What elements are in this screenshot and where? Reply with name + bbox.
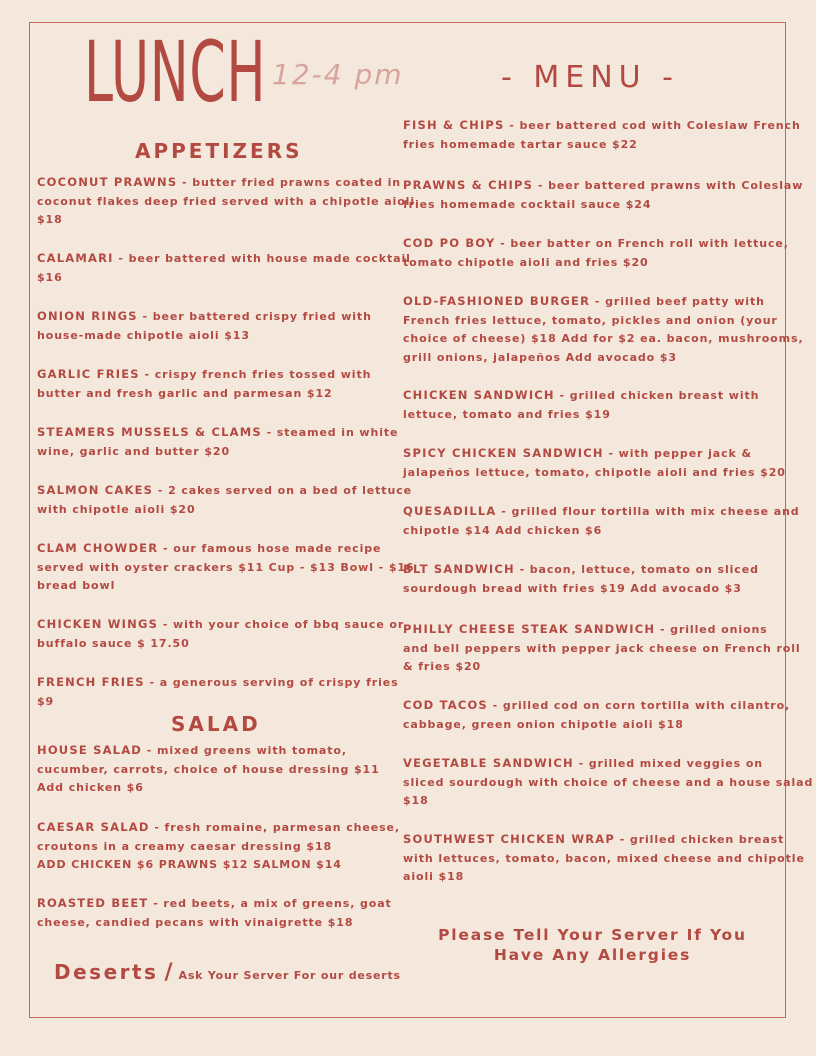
menu-item-description: - grilled cod on corn tortilla with cilantro, xyxy=(492,699,791,712)
menu-item xyxy=(37,741,380,798)
menu-item xyxy=(37,673,399,711)
menu-item-description: - grilled chicken breast with xyxy=(559,389,760,402)
menu-item xyxy=(37,249,411,287)
menu-item-description-line: bread bowl xyxy=(37,579,116,592)
menu-item-description-line: $18 xyxy=(37,213,63,226)
menu-item xyxy=(37,818,400,875)
menu-item-description: - mixed greens with tomato, xyxy=(146,744,347,757)
menu-item-first-line xyxy=(37,818,400,838)
menu-item-description-line: ADD CHICKEN $6 PRAWNS $12 SALMON $14 xyxy=(37,858,342,871)
menu-item xyxy=(403,234,789,272)
menu-item-description: - grilled onions xyxy=(659,623,768,636)
menu-item-first-line xyxy=(403,830,805,850)
menu-item-name: CHICKEN WINGS xyxy=(37,617,159,631)
menu-item-description: - beer battered cod with Coleslaw French xyxy=(509,119,801,132)
menu-item-description-line: jalapeños lettuce, tomato, chipotle aioli and fries $20 xyxy=(403,465,786,479)
menu-item xyxy=(403,830,805,887)
menu-item-first-line xyxy=(403,620,801,640)
menu-item xyxy=(403,292,804,367)
menu-item-description-line: with chipotle aioli $20 xyxy=(37,502,196,516)
menu-item-description-line: choice of cheese) $18 Add for $2 ea. bacon, mushrooms, xyxy=(403,332,804,345)
menu-item-first-line xyxy=(403,234,789,254)
menu-item-first-line xyxy=(403,754,813,774)
menu-item-description: - our famous hose made recipe xyxy=(163,542,382,555)
menu-item-description: - red beets, a mix of greens, goat xyxy=(153,897,392,910)
menu-item-name: QUESADILLA xyxy=(403,504,497,518)
lunch-hours: 12-4 pm xyxy=(272,58,404,91)
menu-item-name: CAESAR SALAD xyxy=(37,820,150,834)
menu-item-description-line: sliced sourdough with choice of cheese and a house salad xyxy=(403,775,814,789)
menu-item xyxy=(37,365,371,403)
menu-item-first-line xyxy=(403,696,790,716)
menu-item-first-line xyxy=(403,292,804,312)
menu-item xyxy=(403,560,759,598)
lunch-title: LUNCH xyxy=(84,23,267,121)
menu-item-description: - fresh romaine, parmesan cheese, xyxy=(154,821,400,834)
menu-item-description: - butter fried prawns coated in xyxy=(182,176,402,189)
deserts-label: Deserts xyxy=(54,960,159,984)
menu-item-description: - grilled chicken breast xyxy=(619,833,785,846)
menu-item-name: COCONUT PRAWNS xyxy=(37,175,178,189)
menu-item-description: - crispy french fries tossed with xyxy=(144,368,372,381)
menu-item xyxy=(403,754,813,811)
menu-item-description-line: aioli $18 xyxy=(403,870,465,883)
menu-item-first-line xyxy=(403,116,801,136)
menu-item-description-line: coconut flakes deep fried served with a chipotle aioli xyxy=(37,194,416,208)
menu-item xyxy=(37,615,404,653)
menu-item-first-line xyxy=(37,615,404,635)
menu-item-name: CHICKEN SANDWICH xyxy=(403,388,555,402)
menu-item-first-line xyxy=(37,481,412,501)
menu-item-first-line xyxy=(37,741,380,761)
menu-item-first-line xyxy=(37,307,372,327)
salad-heading: SALAD xyxy=(171,712,261,736)
menu-item xyxy=(37,423,398,461)
menu-item xyxy=(37,173,415,230)
menu-item-description: - grilled beef patty with xyxy=(594,295,765,308)
menu-item-description-line: buffalo sauce $ 17.50 xyxy=(37,636,190,650)
menu-item-first-line xyxy=(37,894,392,914)
menu-item-description-line: Add chicken $6 xyxy=(37,781,144,794)
menu-item-name: FRENCH FRIES xyxy=(37,675,145,689)
menu-item-name: COD PO BOY xyxy=(403,236,496,250)
menu-item-name: SOUTHWEST CHICKEN WRAP xyxy=(403,832,615,846)
menu-item-description-line: grill onions, jalapeños Add avocado $3 xyxy=(403,350,677,364)
menu-item-description-line: $16 xyxy=(37,270,63,284)
menu-item-description: - grilled mixed veggies on xyxy=(578,757,764,770)
allergy-line-1: Please Tell Your Server If You xyxy=(438,926,747,944)
deserts-line xyxy=(54,960,401,985)
menu-item-name: HOUSE SALAD xyxy=(37,743,143,757)
deserts-note: Ask Your Server For our deserts xyxy=(178,969,401,982)
menu-item-description-line: with lettuces, tomato, bacon, mixed cheese and chipotle xyxy=(403,851,805,865)
menu-item-name: CALAMARI xyxy=(37,251,114,265)
deserts-slash: / xyxy=(164,960,173,985)
menu-item-description-line: cabbage, green onion chipotle aioli $18 xyxy=(403,717,684,731)
menu-item-description-line: cucumber, carrots, choice of house dressing $11 xyxy=(37,762,380,776)
menu-item-description-line: tomato chipotle aioli and fries $20 xyxy=(403,255,649,269)
menu-item-description: - beer battered with house made cocktail xyxy=(118,252,411,265)
menu-item xyxy=(37,539,414,596)
menu-item-description-line: cheese, candied pecans with vinaigrette $18 xyxy=(37,915,354,929)
menu-item-description-line: croutons in a creamy caesar dressing $18 xyxy=(37,839,333,853)
menu-item-first-line xyxy=(403,444,786,464)
menu-item-description: - grilled flour tortilla with mix cheese and xyxy=(501,505,800,518)
menu-item xyxy=(403,386,759,424)
menu-item-first-line xyxy=(37,539,414,559)
appetizers-heading: APPETIZERS xyxy=(135,139,303,163)
menu-item xyxy=(37,894,392,932)
menu-item-first-line xyxy=(403,386,759,406)
menu-item xyxy=(403,116,801,154)
menu-item-description-line: wine, garlic and butter $20 xyxy=(37,444,231,458)
menu-item-description-line: lettuce, tomato and fries $19 xyxy=(403,407,611,421)
menu-item-name: OLD-FASHIONED BURGER xyxy=(403,294,591,308)
allergy-line-2: Have Any Allergies xyxy=(493,946,692,964)
menu-item xyxy=(403,176,803,214)
menu-item-first-line xyxy=(37,365,371,385)
menu-item-description-line: and bell peppers with pepper jack cheese on French roll xyxy=(403,641,801,655)
menu-item-description: - 2 cakes served on a bed of lettuce xyxy=(157,484,412,497)
menu-item xyxy=(37,481,412,519)
menu-item-description-line: butter and fresh garlic and parmesan $12 xyxy=(37,386,333,400)
menu-item-first-line xyxy=(37,673,399,693)
menu-item-description: - beer battered prawns with Coleslaw xyxy=(537,179,804,192)
menu-item xyxy=(403,620,801,677)
menu-item-first-line xyxy=(37,249,411,269)
menu-item-description-line: sourdough bread with fries $19 Add avocado $3 xyxy=(403,581,742,595)
menu-item-first-line xyxy=(403,560,759,580)
menu-item-name: FISH & CHIPS xyxy=(403,118,505,132)
menu-item-description: - steamed in white xyxy=(266,426,399,439)
menu-item-first-line xyxy=(403,176,803,196)
menu-item-name: PRAWNS & CHIPS xyxy=(403,178,534,192)
menu-item-name: SPICY CHICKEN SANDWICH xyxy=(403,446,604,460)
allergy-notice xyxy=(430,925,755,965)
menu-item-first-line xyxy=(403,502,800,522)
menu-item-description-line: chipotle $14 Add chicken $6 xyxy=(403,523,603,537)
menu-item-description-line: $18 xyxy=(403,794,429,807)
menu-item-description-line: fries homemade tartar sauce $22 xyxy=(403,137,638,151)
menu-item-description: - with pepper jack & xyxy=(608,447,752,460)
menu-item-name: CLAM CHOWDER xyxy=(37,541,159,555)
menu-item-description: - beer battered crispy fried with xyxy=(142,310,372,323)
menu-item-description: - bacon, lettuce, tomato on sliced xyxy=(519,563,759,576)
menu-item-name: COD TACOS xyxy=(403,698,488,712)
menu-item-description: - a generous serving of crispy fries xyxy=(149,676,399,689)
menu-item-name: PHILLY CHEESE STEAK SANDWICH xyxy=(403,622,656,636)
menu-item-name: BLT SANDWICH xyxy=(403,562,515,576)
menu-item-name: ONION RINGS xyxy=(37,309,138,323)
menu-item-description-line: house-made chipotle aioli $13 xyxy=(37,328,250,342)
menu-item-description-line: $9 xyxy=(37,694,55,708)
menu-item-description-line: French fries lettuce, tomato, pickles and onion (your xyxy=(403,313,778,327)
menu-item-description: - beer batter on French roll with lettuce, xyxy=(500,237,789,250)
menu-item-description-line: fries homemade cocktail sauce $24 xyxy=(403,197,652,211)
menu-item-description: - with your choice of bbq sauce or xyxy=(162,618,405,631)
menu-item xyxy=(37,307,372,345)
menu-item xyxy=(403,444,786,482)
menu-item-name: ROASTED BEET xyxy=(37,896,149,910)
menu-item-name: SALMON CAKES xyxy=(37,483,154,497)
menu-item-name: STEAMERS MUSSELS & CLAMS xyxy=(37,425,262,439)
menu-item-description-line: served with oyster crackers $11 Cup - $13 Bowl - $16 xyxy=(37,560,415,574)
menu-item-description-line: & fries $20 xyxy=(403,660,482,673)
menu-item-name: GARLIC FRIES xyxy=(37,367,140,381)
menu-item xyxy=(403,696,790,734)
menu-item-first-line xyxy=(37,173,415,193)
menu-item-name: VEGETABLE SANDWICH xyxy=(403,756,574,770)
menu-item xyxy=(403,502,800,540)
menu-title: - MENU - xyxy=(501,60,679,95)
menu-item-first-line xyxy=(37,423,398,443)
